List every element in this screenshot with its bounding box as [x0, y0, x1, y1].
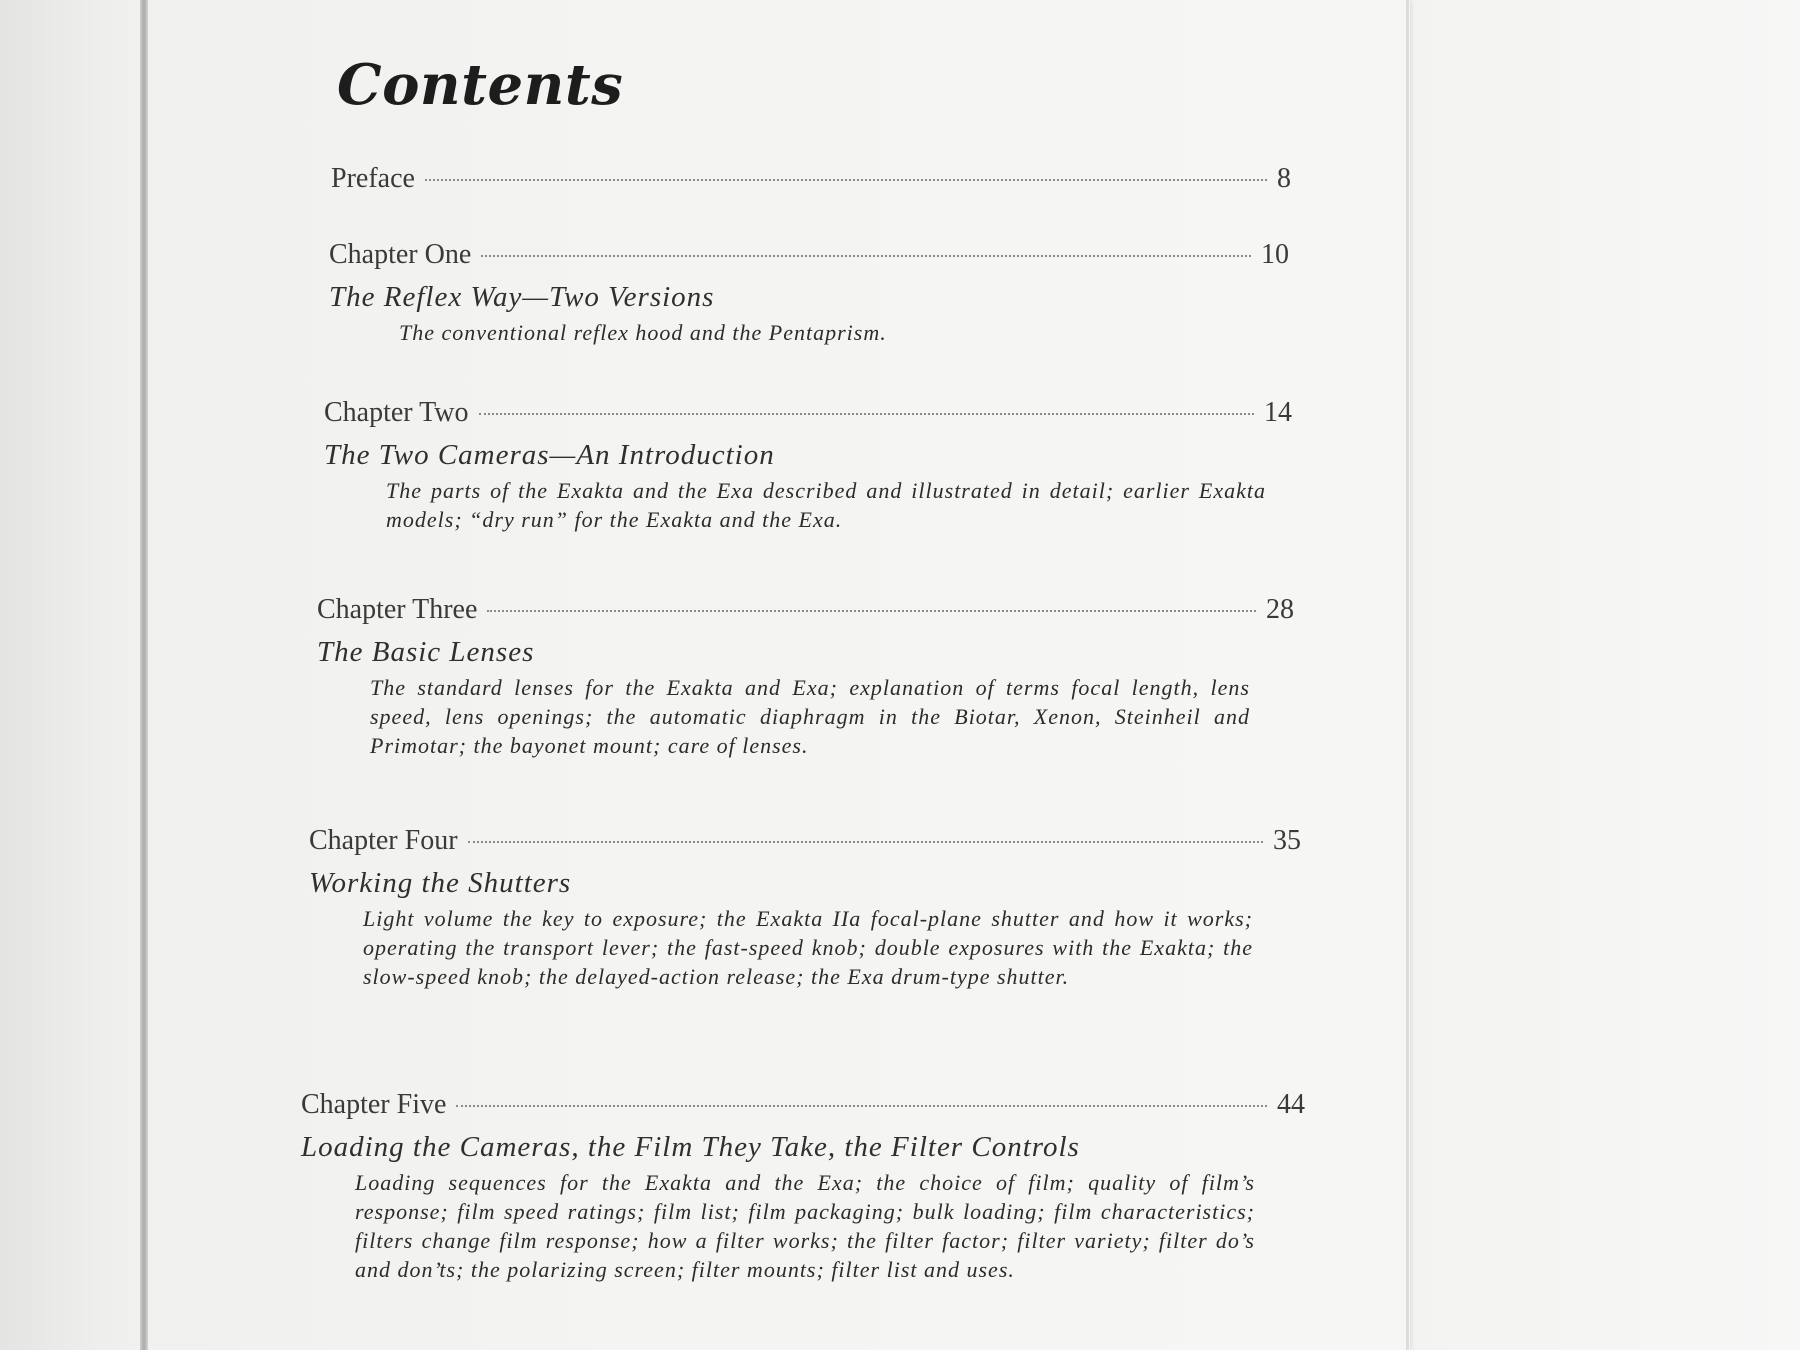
- toc-entry-chapter-four: [309, 825, 1301, 991]
- toc-entry-chapter-five: [301, 1089, 1305, 1284]
- dot-leader: [487, 610, 1256, 612]
- page-number: 35: [1273, 825, 1301, 856]
- dot-leader: [468, 841, 1263, 843]
- chapter-description: Light volume the key to exposure; the Exakta IIa focal-plane shutter and how it works; operating the transport lever; the fast-speed knob; double exposures with the Exakta; the slow-speed knob; the delayed-action release; the Exa drum-type shutter.: [363, 906, 1253, 989]
- toc-row: [309, 825, 1301, 857]
- page-number: 44: [1277, 1089, 1305, 1120]
- entry-label: Chapter One: [329, 239, 472, 270]
- toc-row: [331, 163, 1291, 195]
- dot-leader: [425, 179, 1267, 181]
- page-number: 10: [1261, 239, 1289, 270]
- toc-entry-chapter-one: [329, 239, 1289, 347]
- chapter-description: The standard lenses for the Exakta and Exa; explanation of terms focal length, lens speed, lens openings; the automatic diaphragm in the Biotar, Xenon, Steinheil and Primotar; the bayonet mount; care of lenses.: [370, 675, 1250, 758]
- chapter-description: The conventional reflex hood and the Pentaprism.: [399, 320, 887, 345]
- page-number: 8: [1277, 163, 1291, 194]
- chapter-subtitle: The Basic Lenses: [317, 636, 535, 668]
- page-title: Contents: [337, 52, 624, 118]
- entry-label: Chapter Two: [324, 397, 469, 428]
- toc-row: [317, 594, 1294, 626]
- dot-leader: [479, 413, 1255, 415]
- chapter-description: The parts of the Exakta and the Exa described and illustrated in detail; earlier Exakta models; “dry run” for the Exakta and the Exa.: [386, 478, 1266, 532]
- chapter-subtitle: The Reflex Way—Two Versions: [329, 281, 715, 313]
- background-surface: [1400, 0, 1800, 1350]
- entry-label: Chapter Three: [317, 594, 478, 625]
- dot-leader: [456, 1105, 1267, 1107]
- page-number: 14: [1264, 397, 1292, 428]
- facing-page: [0, 0, 145, 1350]
- toc-row: [301, 1089, 1305, 1121]
- chapter-subtitle: The Two Cameras—An Introduction: [324, 439, 775, 471]
- page-edge: [1406, 0, 1409, 1350]
- toc-entry-preface: [331, 163, 1291, 195]
- dot-leader: [481, 255, 1251, 257]
- toc-entry-chapter-three: [317, 594, 1294, 760]
- chapter-subtitle: Working the Shutters: [309, 867, 572, 899]
- chapter-subtitle: Loading the Cameras, the Film They Take, the Filter Controls: [301, 1131, 1080, 1163]
- book-gutter: [140, 0, 148, 1350]
- entry-label: Preface: [331, 163, 415, 194]
- chapter-description: Loading sequences for the Exakta and the Exa; the choice of film; quality of film’s response; film speed ratings; film list; film packaging; bulk loading; film characteristics; filters change film response; how a filter works; the filter factor; filter variety; filter do’s and don’ts; the polarizing screen; filter mounts; filter list and uses.: [355, 1170, 1255, 1282]
- toc-row: [324, 397, 1292, 429]
- page-number: 28: [1266, 594, 1294, 625]
- entry-label: Chapter Five: [301, 1089, 447, 1120]
- toc-entry-chapter-two: [324, 397, 1292, 534]
- toc-row: [329, 239, 1289, 271]
- entry-label: Chapter Four: [309, 825, 458, 856]
